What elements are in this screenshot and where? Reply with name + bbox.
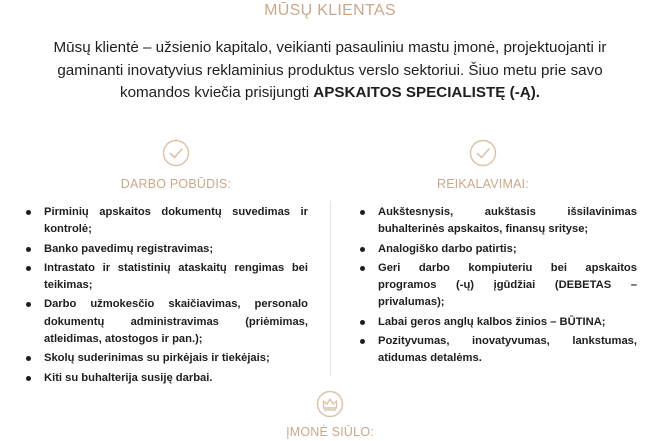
check-circle-icon <box>469 139 497 167</box>
intro-line: Mūsų klientė – užsienio kapitalo, veikianti pasauliniu mastu įmonė, projektuojanti ir <box>53 39 607 56</box>
position-title: APSKAITOS SPECIALISTĘ (-Ą). <box>313 84 541 101</box>
list-item: Analogiško darbo patirtis; <box>354 241 637 258</box>
requirements-list <box>354 204 637 370</box>
work-list <box>20 204 308 389</box>
list-item: Kiti su buhalterija susiję darbai. <box>20 370 308 387</box>
list-item: Aukštesnysis, aukštasis išsilavinimas buhalterinės apskaitos, finansų srityse; <box>354 204 637 239</box>
check-circle-icon <box>162 139 190 167</box>
offer-section-title: ĮMONĖ SIŪLO: <box>286 425 374 439</box>
intro-line: gaminanti inovatyvius reklaminius produktus verslo sektoriui. Šiuo metu prie savo <box>57 61 603 79</box>
list-item: Intrastato ir statistinių ataskaitų rengimas bei teikimas; <box>20 260 308 295</box>
requirements-section-title: REIKALAVIMAI: <box>437 177 529 191</box>
list-item: Banko pavedimų registravimas; <box>20 241 308 258</box>
intro-text <box>30 37 630 105</box>
intro-prefix: komandos kviečia prisijungti <box>119 84 314 101</box>
list-item: Geri darbo kompiuteriu bei apskaitos programos (-ų) įgūdžiai (DEBETAS – privalumas); <box>354 260 637 312</box>
crown-circle-icon <box>316 390 344 418</box>
intro-line <box>30 82 630 105</box>
list-item: Skolų suderinimas su pirkėjais ir tiekėjais; <box>20 350 308 367</box>
list-item: Pirminių apskaitos dokumentų suvedimas ir kontrolė; <box>20 204 308 239</box>
column-divider <box>330 201 331 376</box>
page-title: MŪSŲ KLIENTAS <box>264 2 396 19</box>
list-item: Labai geros anglų kalbos žinios – BŪTINA; <box>354 314 637 331</box>
list-item: Pozityvumas, inovatyvumas, lankstumas, atidumas detalėms. <box>354 333 637 368</box>
list-item: Darbo užmokesčio skaičiavimas, personalo dokumentų administravimas (priėmimas, atleidimas, atostogos ir pan.); <box>20 296 308 348</box>
work-section-title: DARBO POBŪDIS: <box>120 177 232 191</box>
